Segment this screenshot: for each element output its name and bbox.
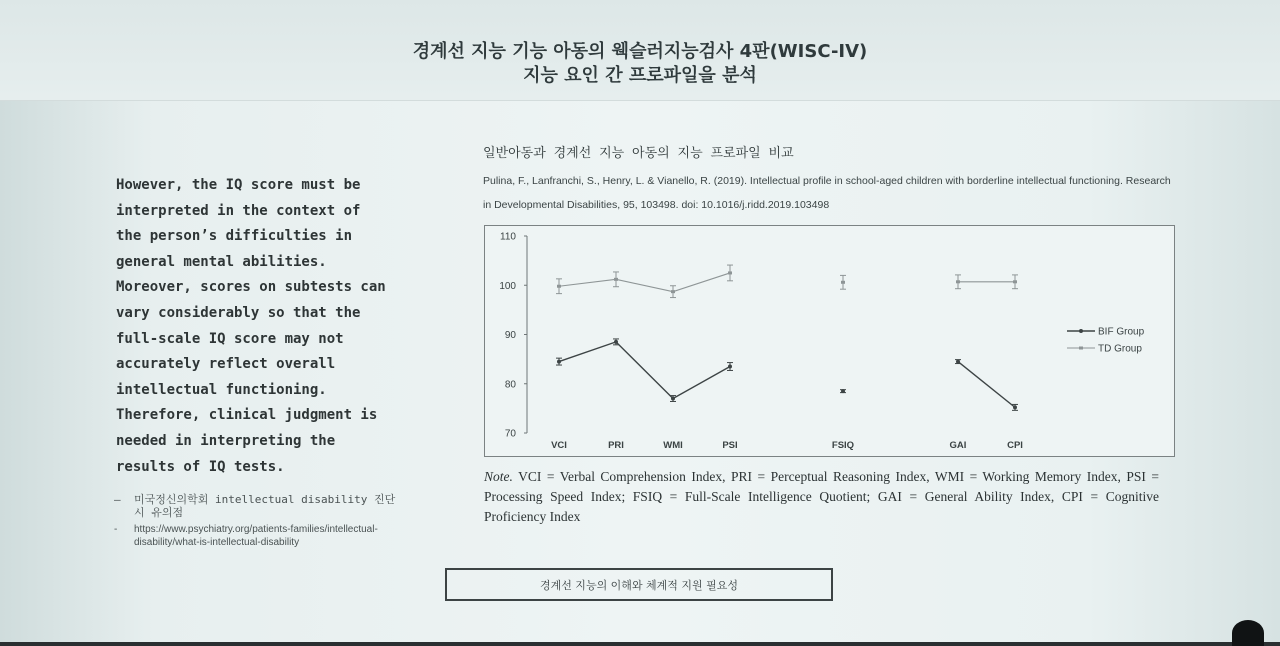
data-point <box>557 360 561 364</box>
data-point <box>841 389 845 393</box>
legend-marker <box>1079 347 1083 350</box>
x-tick-label: PSI <box>722 440 738 451</box>
data-point <box>1013 405 1017 409</box>
y-tick-label: 70 <box>504 428 516 440</box>
corner-shadow <box>1232 620 1264 646</box>
reference-dash: - <box>114 524 118 535</box>
data-point <box>841 281 845 284</box>
legend-label: BIF Group <box>1098 326 1145 338</box>
reference-dash: – <box>114 493 121 506</box>
y-tick-label: 110 <box>500 231 516 243</box>
line-chart <box>485 226 1174 456</box>
chart-heading: 일반아동과 경계선 지능 아동의 지능 프로파일 비교 <box>483 146 794 161</box>
reference-text: 미국정신의학회 intellectual disability 진단 시 유의점 <box>134 493 396 519</box>
slide-title-line2: 지능 요인 간 프로파일을 분석 <box>523 65 757 86</box>
data-point <box>614 278 618 281</box>
summary-box <box>445 568 833 601</box>
data-point <box>728 365 732 369</box>
series-line <box>559 273 730 292</box>
slide-title <box>0 40 1280 88</box>
slide-title-line1: 경계선 지능 기능 아동의 웩슬러지능검사 4판(WISC-IV) <box>412 41 868 62</box>
x-tick-label: PRI <box>608 440 624 451</box>
data-point <box>956 360 960 364</box>
data-point <box>557 285 561 288</box>
x-tick-label: CPI <box>1007 440 1023 451</box>
x-tick-label: FSIQ <box>831 440 855 451</box>
data-point <box>1013 280 1017 283</box>
reference-item <box>112 523 412 549</box>
series-line <box>559 342 730 399</box>
reference-link[interactable]: https://www.psychiatry.org/patients-families/intellectual-disability/what-is-intellectual-disability <box>134 524 378 548</box>
note-text: VCI = Verbal Comprehension Index, PRI = Perceptual Reasoning Index, WMI = Working Memory Index, PSI = Processing Speed Index; FSIQ = Full-Scale Intelligence Quotient; GAI = General Ability Index, CPI = Cognitive Proficiency Index <box>484 469 1159 524</box>
legend-label: TD Group <box>1098 343 1142 355</box>
y-tick-label: 100 <box>499 280 516 292</box>
data-point <box>671 290 675 293</box>
legend-marker <box>1079 329 1083 333</box>
left-paragraph: However, the IQ score must be interpreted in the context of the person’s difficulties in general mental abilities. Moreover, scores on subtests can vary considerably so that the full-scale IQ score may not accurately reflect overall intellectual functioning. Therefore, clinical judgment is needed in interpreting the results of IQ tests. <box>116 177 386 475</box>
references <box>112 493 412 553</box>
data-point <box>956 280 960 283</box>
y-tick-label: 90 <box>504 330 516 341</box>
data-point <box>671 397 675 401</box>
chart-frame <box>484 225 1175 457</box>
series-line <box>958 362 1015 408</box>
reference-item <box>112 493 412 519</box>
chart-note <box>484 467 1159 527</box>
summary-text: 경계선 지능의 이해와 체계적 지원 필요성 <box>539 578 739 592</box>
x-tick-label: VCI <box>551 440 567 451</box>
x-tick-label: GAI <box>949 440 967 451</box>
citation: Pulina, F., Lanfranchi, S., Henry, L. & Vianello, R. (2019). Intellectual profile in school-aged children with borderline intellectual functioning. Research in Developmental Disabilities, 95, 103498. doi: 10.1016/j.ridd.2019.103498 <box>483 175 1171 211</box>
x-tick-label: WMI <box>663 440 683 451</box>
data-point <box>728 271 732 274</box>
data-point <box>614 340 618 344</box>
note-label: Note. <box>484 469 513 484</box>
y-tick-label: 80 <box>504 379 516 391</box>
